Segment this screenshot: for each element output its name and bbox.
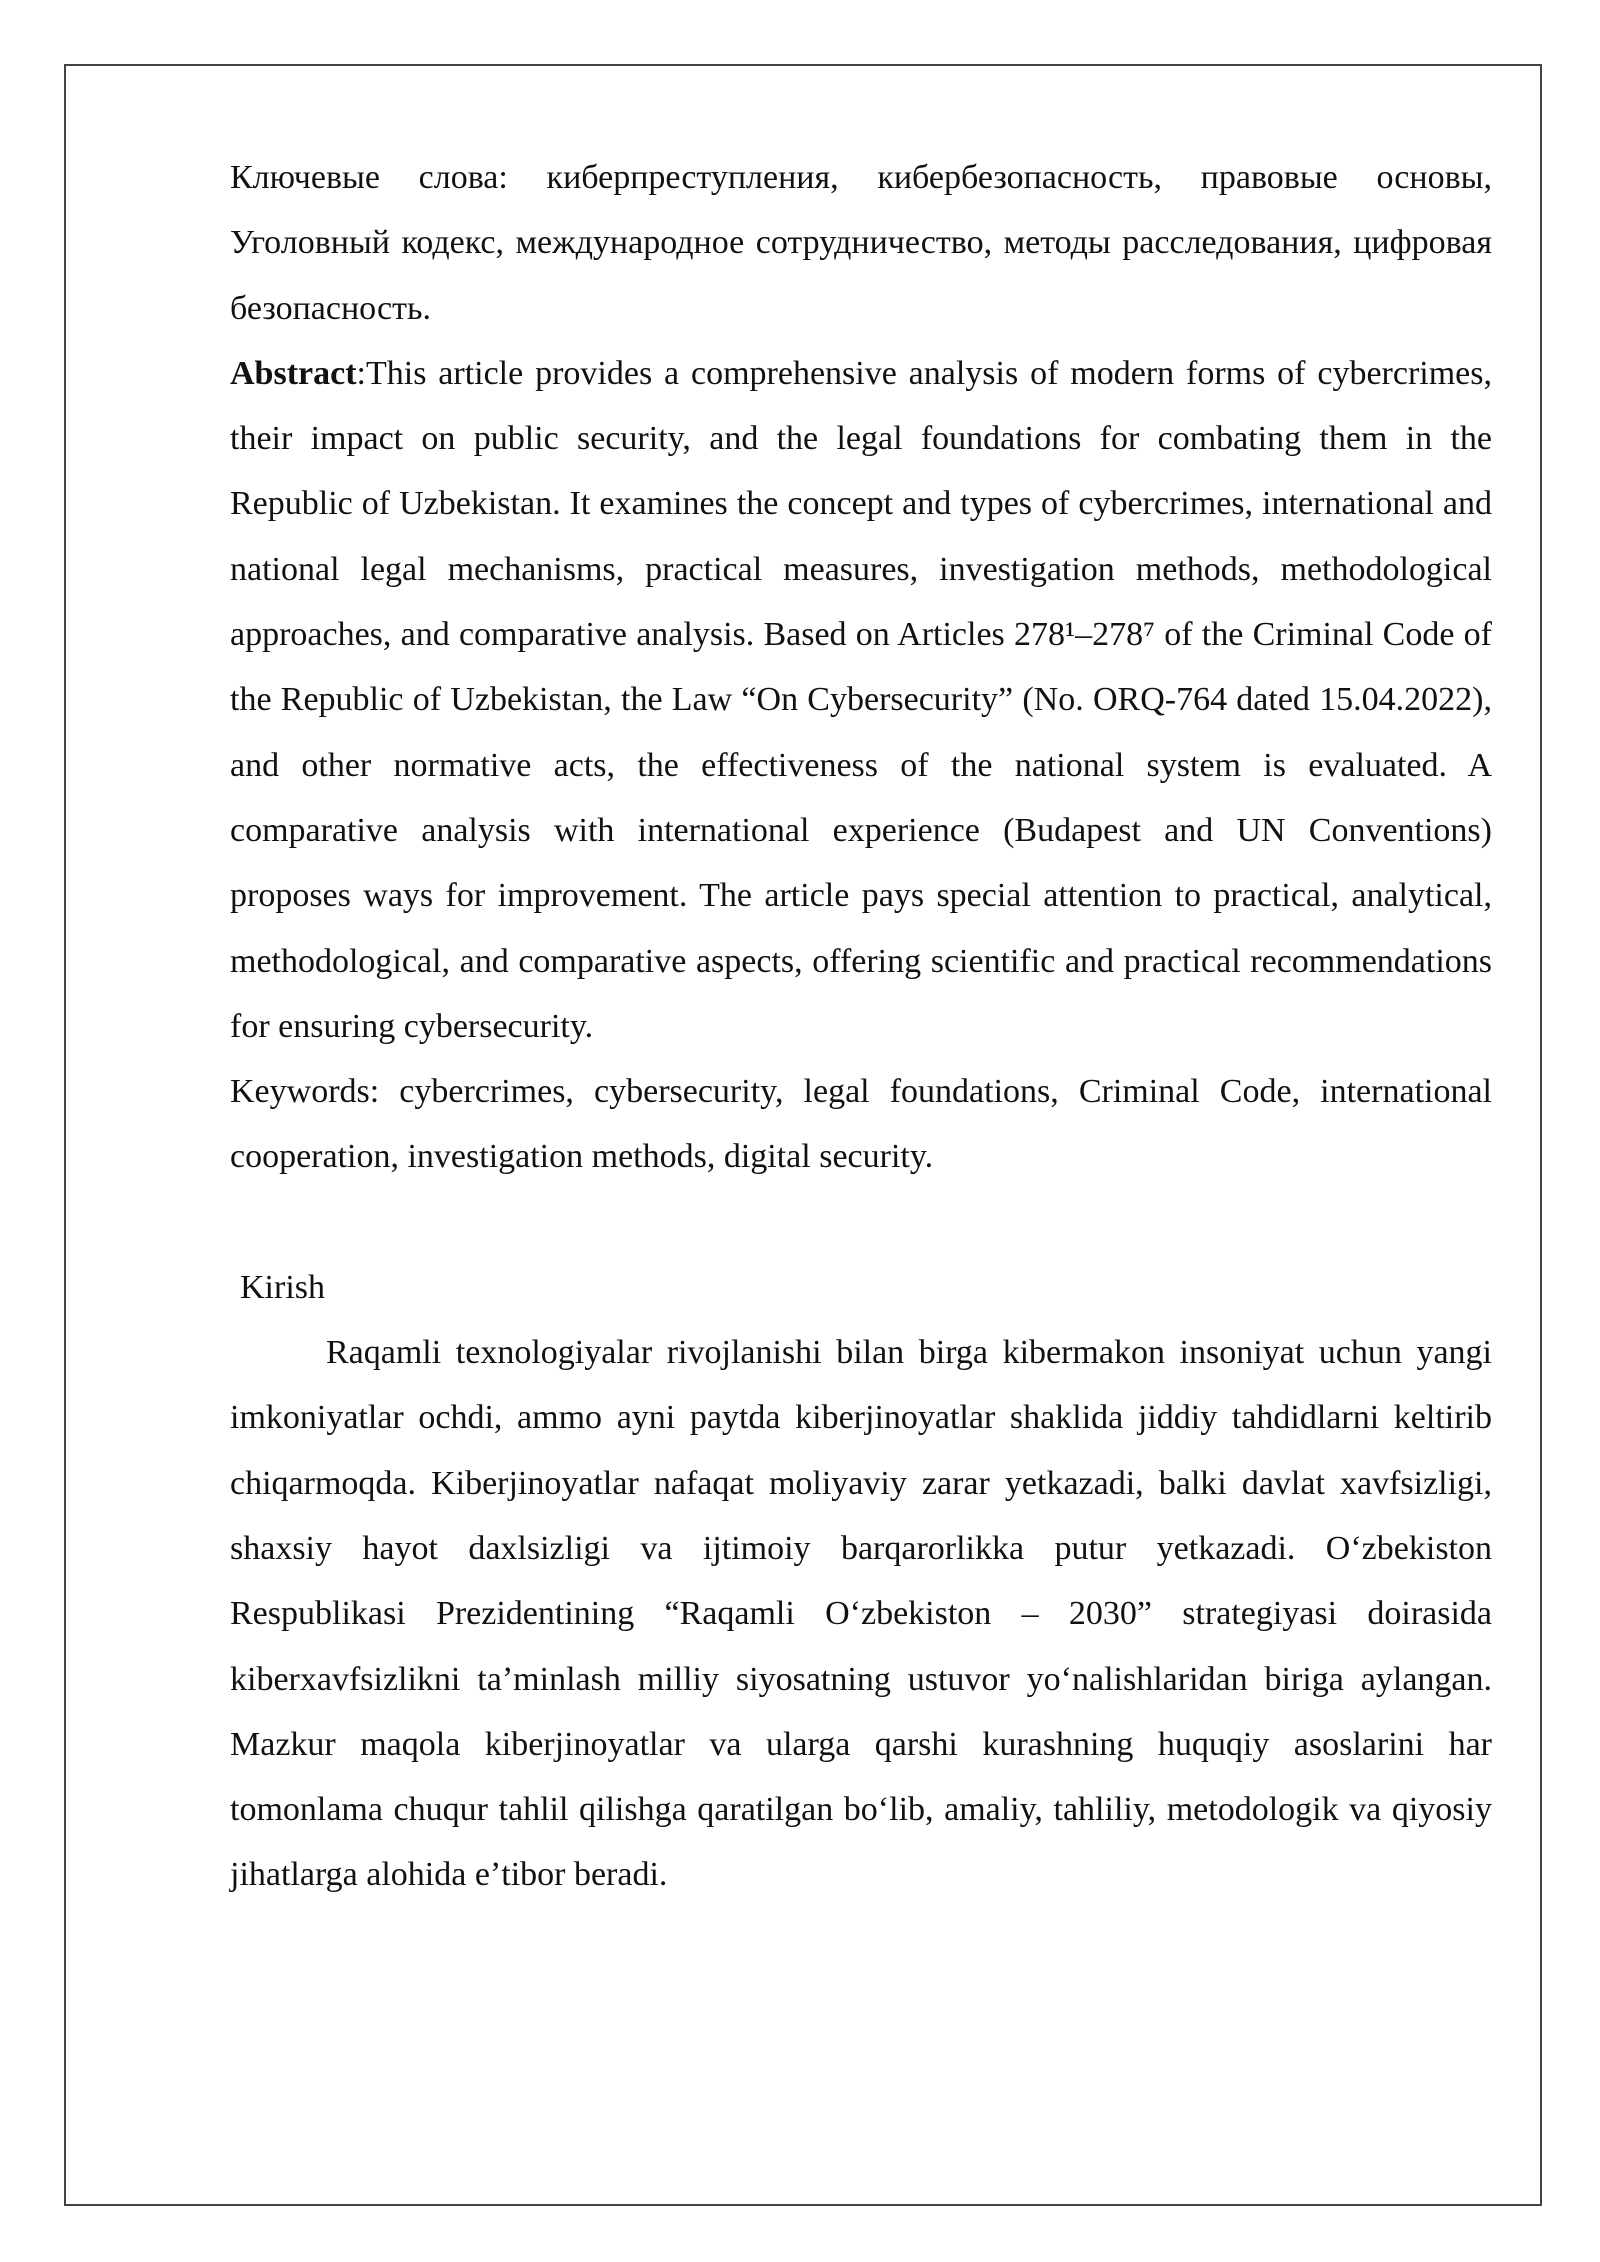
intro-paragraph: Raqamli texnologiyalar rivojlanishi bilan birga kibermakon insoniyat uchun yangi imkoniyatlar ochdi, ammo ayni paytda kiberjinoyatlar shaklida jiddiy tahdidlarni keltirib chiqarmoqda. Kiberjinoyatlar nafaqat moliyaviy zarar yetkazadi, balki davlat xavfsizligi, shaxsiy hayot daxlsizligi va ijtimoiy barqarorlikka putur yetkazadi. Oʻzbekiston Respublikasi Prezidentining “Raqamli Oʻzbekiston – 2030” strategiyasi doirasida kiberxavfsizlikni taʼminlash milliy siyosatning ustuvor yoʻnalishlaridan biriga aylangan. Mazkur maqola kiberjinoyatlar va ularga qarshi kurashning huquqiy asoslarini har tomonlama chuqur tahlil qilishga qaratilgan boʻlib, amaliy, tahliliy, metodologik va qiyosiy jihatlarga alohida eʼtibor beradi. — [230, 1334, 1492, 1894]
abstract-text: :This article provides a comprehensive analysis of modern forms of cybercrimes, their impact on public security, and the legal foundations for combating them in the Republic of Uzbekistan. It examines the concept and types of cybercrimes, international and national legal mechanisms, practical measures, investigation methods, methodological approaches, and comparative analysis. Based on Articles 278¹–278⁷ of the Criminal Code of the Republic of Uzbekistan, the Law “On Cybersecurity” (No. ORQ-764 dated 15.04.2022), and other normative acts, the effectiveness of the national system is evaluated. A comparative analysis with international experience (Budapest and UN Conventions) proposes ways for improvement. The article pays special attention to practical, analytical, methodological, and comparative aspects, offering scientific and practical recommendations for ensuring cybersecurity. — [230, 354, 1492, 1045]
section-spacer — [230, 1190, 1492, 1255]
section-heading-kirish: Kirish — [240, 1268, 325, 1306]
abstract-paragraph — [230, 341, 1492, 1059]
abstract-label: Abstract — [230, 354, 357, 392]
russian-keywords: Ключевые слова: киберпреступления, кибербезопасность, правовые основы, Уголовный кодекс, международное сотрудничество, методы расследования, цифровая безопасность. — [230, 159, 1492, 327]
document-body — [230, 145, 1492, 1908]
english-keywords: Keywords: cybercrimes, cybersecurity, legal foundations, Criminal Code, international cooperation, investigation methods, digital security. — [230, 1073, 1492, 1176]
